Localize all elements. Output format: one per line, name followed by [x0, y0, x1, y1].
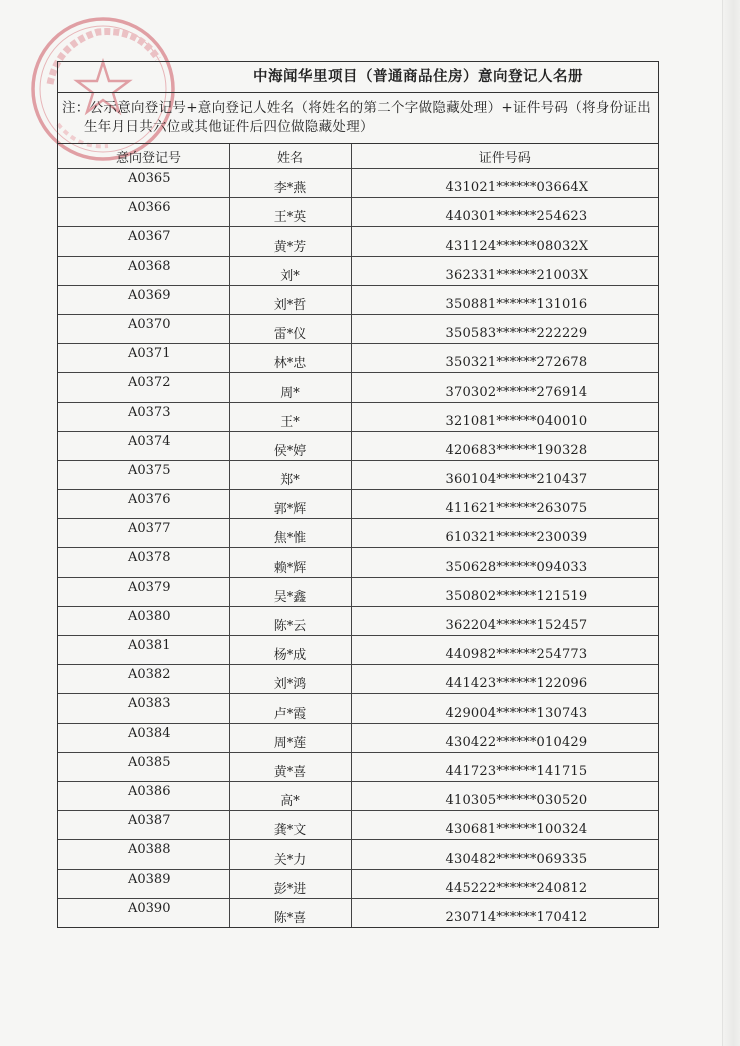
name-cell	[229, 548, 351, 577]
table-row	[58, 577, 658, 606]
reg-cell-text: A0374	[128, 433, 171, 449]
id-cell-text: 350628******094033	[445, 559, 588, 575]
name-cell	[229, 752, 351, 781]
name-cell	[229, 606, 351, 635]
reg-cell	[58, 723, 229, 752]
reg-cell-text: A0388	[128, 842, 171, 858]
reg-cell	[58, 752, 229, 781]
table-row	[58, 460, 658, 489]
name-cell-text: 郑*	[280, 473, 300, 489]
id-cell	[351, 869, 658, 898]
register-sheet	[57, 61, 659, 928]
id-cell-text: 440982******254773	[445, 647, 588, 663]
table-header-row	[58, 144, 658, 169]
name-cell	[229, 519, 351, 548]
id-cell-text: 362331******21003X	[445, 267, 589, 283]
name-cell	[229, 665, 351, 694]
reg-cell-text: A0390	[128, 900, 171, 916]
reg-cell-text: A0377	[128, 521, 171, 537]
id-cell	[351, 665, 658, 694]
table-row	[58, 314, 658, 343]
table-row	[58, 256, 658, 285]
id-cell-text: 350321******272678	[445, 355, 588, 371]
table-row	[58, 198, 658, 227]
id-cell	[351, 402, 658, 431]
reg-cell-text: A0384	[128, 725, 171, 741]
table-row	[58, 694, 658, 723]
table-row	[58, 490, 658, 519]
name-cell-text: 雷*仪	[273, 327, 307, 343]
id-cell	[351, 752, 658, 781]
name-cell	[229, 373, 351, 402]
reg-cell	[58, 665, 229, 694]
id-cell	[351, 781, 658, 810]
name-cell-text: 周*莲	[273, 735, 307, 751]
id-cell-text: 440301******254623	[445, 209, 588, 225]
id-cell	[351, 811, 658, 840]
name-cell-text: 关*力	[273, 852, 307, 868]
id-cell	[351, 694, 658, 723]
table-row	[58, 169, 658, 198]
table-row	[58, 431, 658, 460]
reg-cell	[58, 840, 229, 869]
reg-cell	[58, 460, 229, 489]
id-cell-text: 410305******030520	[445, 793, 588, 809]
name-cell	[229, 169, 351, 198]
table-row	[58, 665, 658, 694]
id-cell	[351, 548, 658, 577]
id-cell-text: 430482******069335	[445, 851, 588, 867]
column-header-name: 姓名	[229, 144, 351, 169]
name-cell-text: 吴*鑫	[273, 589, 307, 605]
reg-cell-text: A0379	[128, 579, 171, 595]
id-cell-text: 362204******152457	[445, 618, 588, 633]
id-cell-text: 441423******122096	[445, 676, 588, 692]
table-row	[58, 781, 658, 810]
table-row	[58, 840, 658, 869]
name-cell-text: 陈*喜	[273, 910, 307, 926]
page-edge	[722, 0, 740, 1046]
name-cell-text: 龚*文	[273, 823, 307, 839]
id-cell	[351, 314, 658, 343]
name-cell-text: 刘*鸿	[273, 677, 307, 693]
reg-cell-text: A0368	[128, 258, 171, 274]
name-cell	[229, 490, 351, 519]
reg-cell-text: A0383	[128, 696, 171, 712]
name-cell-text: 黄*喜	[273, 764, 307, 780]
reg-cell	[58, 227, 229, 256]
reg-cell	[58, 344, 229, 373]
name-cell-text: 王*	[280, 414, 300, 430]
reg-cell-text: A0371	[128, 346, 171, 362]
reg-cell	[58, 198, 229, 227]
reg-cell-text: A0370	[128, 316, 171, 332]
name-cell-text: 赖*辉	[273, 560, 307, 576]
reg-cell-text: A0380	[128, 608, 171, 624]
name-cell	[229, 431, 351, 460]
table-row	[58, 723, 658, 752]
name-cell	[229, 198, 351, 227]
name-cell	[229, 898, 351, 927]
id-cell-text: 429004******130743	[445, 705, 588, 721]
reg-cell-text: A0381	[128, 638, 171, 653]
table-row	[58, 811, 658, 840]
table-row	[58, 636, 658, 665]
table-row	[58, 285, 658, 314]
id-cell	[351, 169, 658, 198]
id-cell-text: 230714******170412	[445, 909, 588, 925]
column-header-reg: 意向登记号	[58, 144, 229, 169]
reg-cell	[58, 373, 229, 402]
id-cell-text: 610321******230039	[445, 530, 588, 546]
reg-cell	[58, 285, 229, 314]
reg-cell	[58, 898, 229, 927]
name-cell-text: 杨*成	[273, 648, 307, 664]
name-cell-text: 黄*芳	[273, 239, 307, 255]
id-cell-text: 350583******222229	[445, 326, 588, 342]
id-cell	[351, 285, 658, 314]
column-header-id: 证件号码	[351, 144, 658, 169]
name-cell	[229, 460, 351, 489]
reg-cell	[58, 781, 229, 810]
name-cell-text: 焦*惟	[273, 531, 307, 547]
table-row	[58, 752, 658, 781]
id-cell	[351, 723, 658, 752]
reg-cell	[58, 169, 229, 198]
reg-cell	[58, 577, 229, 606]
table-row	[58, 606, 658, 635]
name-cell	[229, 723, 351, 752]
reg-cell	[58, 548, 229, 577]
reg-cell-text: A0375	[128, 462, 171, 478]
id-cell-text: 360104******210437	[445, 472, 588, 488]
id-cell-text: 431124******08032X	[445, 238, 589, 254]
id-cell-text: 430422******010429	[445, 734, 588, 750]
id-cell-text: 431021******03664X	[445, 180, 589, 196]
reg-cell-text: A0387	[128, 813, 171, 829]
document-note: 注：公示意向登记号+意向登记人姓名（将姓名的第二个字做隐藏处理）+证件号码（将身份证出生年月日共六位或其他证件后四位做隐藏处理）	[58, 93, 658, 144]
id-cell	[351, 256, 658, 285]
id-cell	[351, 344, 658, 373]
name-cell	[229, 256, 351, 285]
reg-cell	[58, 314, 229, 343]
reg-cell-text: A0376	[128, 492, 171, 508]
reg-cell-text: A0378	[128, 550, 171, 566]
reg-cell	[58, 256, 229, 285]
reg-cell	[58, 490, 229, 519]
id-cell-text: 370302******276914	[445, 384, 588, 400]
name-cell	[229, 402, 351, 431]
id-cell	[351, 840, 658, 869]
reg-cell-text: A0366	[128, 200, 171, 216]
id-cell-text: 430681******100324	[445, 822, 588, 838]
table-row	[58, 519, 658, 548]
name-cell-text: 彭*进	[273, 881, 307, 897]
name-cell	[229, 285, 351, 314]
name-cell-text: 卢*霞	[273, 706, 307, 722]
name-cell-text: 郭*辉	[273, 502, 307, 518]
name-cell-text: 林*忠	[273, 356, 307, 372]
table-row	[58, 402, 658, 431]
id-cell-text: 420683******190328	[445, 442, 588, 458]
id-cell	[351, 606, 658, 635]
id-cell	[351, 227, 658, 256]
table-row	[58, 344, 658, 373]
name-cell	[229, 314, 351, 343]
id-cell	[351, 198, 658, 227]
table-row	[58, 898, 658, 927]
name-cell-text: 高*	[280, 794, 300, 810]
name-cell	[229, 781, 351, 810]
table-row	[58, 373, 658, 402]
reg-cell-text: A0373	[128, 404, 171, 420]
reg-cell	[58, 519, 229, 548]
reg-cell	[58, 636, 229, 665]
id-cell-text: 350881******131016	[445, 296, 588, 312]
name-cell	[229, 636, 351, 665]
reg-cell-text: A0367	[128, 229, 171, 245]
reg-cell	[58, 402, 229, 431]
name-cell-text: 李*燕	[273, 181, 307, 197]
reg-cell	[58, 869, 229, 898]
id-cell	[351, 490, 658, 519]
name-cell-text: 王*英	[273, 210, 307, 226]
id-cell	[351, 636, 658, 665]
id-cell-text: 350802******121519	[445, 588, 588, 604]
reg-cell	[58, 811, 229, 840]
name-cell-text: 陈*云	[273, 619, 307, 634]
name-cell-text: 侯*婷	[273, 443, 307, 459]
reg-cell-text: A0372	[128, 375, 171, 391]
name-cell	[229, 840, 351, 869]
reg-cell-text: A0365	[128, 171, 171, 186]
id-cell-text: 445222******240812	[445, 880, 588, 896]
id-cell	[351, 577, 658, 606]
name-cell	[229, 227, 351, 256]
name-cell	[229, 869, 351, 898]
name-cell	[229, 811, 351, 840]
register-table	[58, 144, 658, 927]
table-row	[58, 227, 658, 256]
name-cell-text: 刘*	[280, 268, 300, 284]
reg-cell-text: A0386	[128, 783, 171, 799]
name-cell	[229, 694, 351, 723]
id-cell-text: 321081******040010	[445, 413, 588, 429]
id-cell	[351, 373, 658, 402]
id-cell	[351, 519, 658, 548]
reg-cell	[58, 606, 229, 635]
reg-cell-text: A0389	[128, 871, 171, 887]
reg-cell	[58, 431, 229, 460]
id-cell	[351, 431, 658, 460]
id-cell	[351, 898, 658, 927]
table-row	[58, 869, 658, 898]
id-cell	[351, 460, 658, 489]
name-cell-text: 周*	[280, 385, 300, 401]
reg-cell-text: A0382	[128, 667, 171, 683]
id-cell-text: 441723******141715	[445, 763, 588, 779]
table-row	[58, 548, 658, 577]
reg-cell-text: A0385	[128, 754, 171, 770]
id-cell-text: 411621******263075	[445, 501, 588, 517]
reg-cell	[58, 694, 229, 723]
name-cell	[229, 344, 351, 373]
document-title: 中海闻华里项目（普通商品住房）意向登记人名册	[58, 62, 658, 93]
name-cell-text: 刘*哲	[273, 297, 307, 313]
reg-cell-text: A0369	[128, 287, 171, 303]
name-cell	[229, 577, 351, 606]
